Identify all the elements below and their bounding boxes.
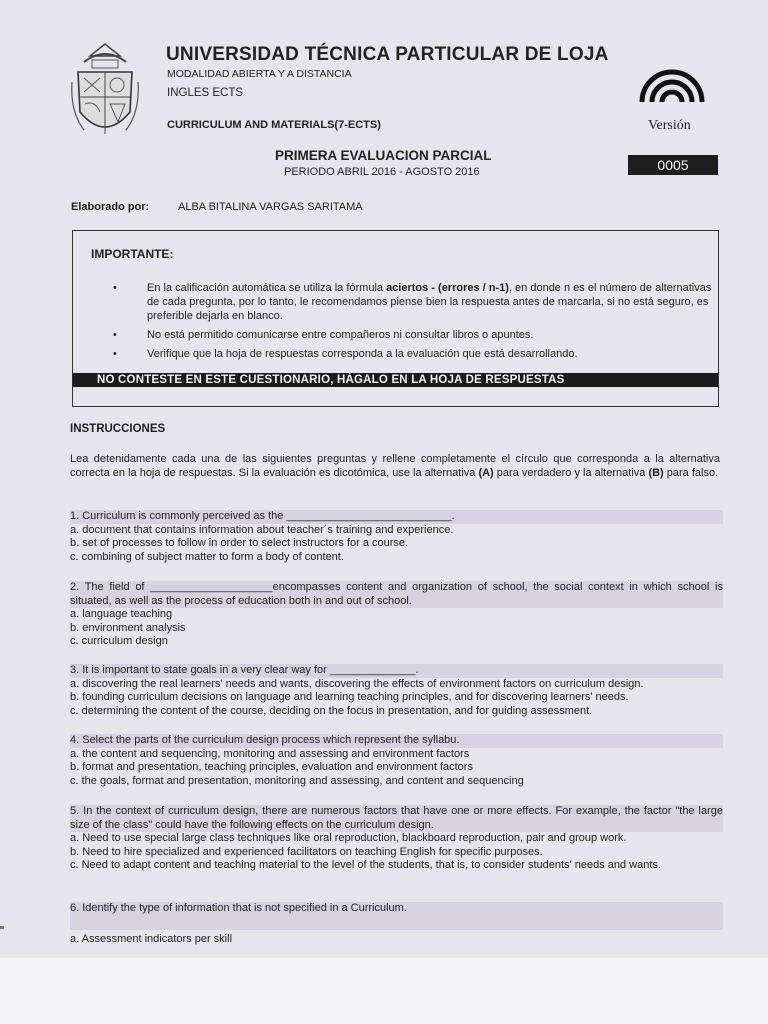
prepared-by-label: Elaborado por:: [71, 201, 150, 213]
question-3: [70, 664, 723, 718]
list-item: • En la calificación automática se utiliza la fórmula aciertos - (errores / n-1), en donde n es el número de alternativas de cada pregunta, por lo tanto, le recomendamos piense bien la respuesta antes de marcarla, si no está seguro, es preferible dejarla en blanco.: [113, 282, 712, 322]
bullet-icon: •: [113, 329, 117, 341]
option: c. the goals, format and presentation, monitoring and assessing, and content and sequencing: [70, 774, 524, 787]
option: b. format and presentation, teaching principles, evaluation and environment factors: [70, 761, 473, 773]
option: a. the content and sequencing, monitoring and assessing and environment factors: [70, 747, 470, 760]
list-item: • Verifique que la hoja de respuestas corresponda a la evaluación que está desarrollando.: [113, 348, 578, 360]
option: a. document that contains information about teacher´s training and experience.: [70, 523, 454, 536]
version-label: Versión: [648, 118, 691, 133]
instructions-heading: INSTRUCCIONES: [70, 423, 166, 435]
option: a. discovering the real learners' needs and wants, discovering the effects of environment factors on curriculum design.: [70, 677, 644, 690]
option: a. Need to use special large class techniques like oral reproduction, blackboard reproduction, pair and group work.: [70, 832, 627, 844]
option: b. environment analysis: [70, 621, 186, 634]
option: a. language teaching: [70, 608, 173, 620]
question-2: [70, 581, 723, 649]
option: c. combining of subject matter to form a body of content.: [70, 550, 344, 563]
question-stem: 1. Curriculum is commonly perceived as the ___________________________.: [70, 510, 723, 524]
question-stem: 3. It is important to state goals in a very clear way for ______________.: [70, 664, 723, 678]
question-5: [70, 805, 723, 873]
question-stem: 4. Select the parts of the curriculum design process which represent the syllabu.: [70, 734, 723, 748]
question-4: [70, 734, 723, 788]
program: INGLES ECTS: [167, 87, 244, 99]
question-stem: 2. The field of ____________________encompasses content and organization of school, the social context in which school is situated, as well as the process of education both in and out of school.: [70, 581, 723, 607]
scan-margin: [0, 958, 768, 1024]
list-item: • No está permitido comunicarse entre compañeros ni consultar libros o apuntes.: [113, 329, 534, 341]
option: b. set of processes to follow in order to select instructors for a course.: [70, 537, 409, 549]
warning-banner: NO CONTESTE EN ESTE CUESTIONARIO, HÁGALO EN LA HOJA DE RESPUESTAS: [73, 373, 718, 387]
option: b. founding curriculum decisions on language and learning teaching principles, and for discovering learners' needs.: [70, 691, 629, 703]
question-6: [70, 902, 723, 946]
instructions-text: Lea detenidamente cada una de las siguientes preguntas y rellene completamente el círculo que corresponda a la alternativa correcta en la hoja de respuestas. Si la evaluación es dicotómica, use la alternativa (A) para verdadero y la alternativa (B) para falso.: [70, 453, 720, 479]
option: c. curriculum design: [70, 635, 168, 647]
question-1: [70, 510, 723, 564]
exam-title: PRIMERA EVALUACION PARCIAL: [275, 148, 492, 163]
scan-mark: [0, 926, 4, 929]
course-name: CURRICULUM AND MATERIALS(7-ECTS): [167, 119, 381, 131]
question-stem: 6. Identify the type of information that is not specified in a Curriculum.: [70, 902, 723, 930]
university-name: UNIVERSIDAD TÉCNICA PARTICULAR DE LOJA: [166, 44, 609, 65]
important-list: [113, 281, 713, 366]
option: b. Need to hire specialized and experienced facilitators on teaching English for specific purposes.: [70, 845, 543, 858]
option: c. Need to adapt content and teaching material to the level of the students, that is, to consider students' needs and wants.: [70, 859, 661, 871]
university-crest-icon: [70, 42, 140, 150]
bullet-icon: •: [113, 348, 117, 360]
bullet-icon: •: [113, 282, 117, 294]
option: a. Assessment indicators per skill: [70, 932, 233, 945]
important-title: IMPORTANTE:: [91, 247, 174, 261]
version-code: 0005: [628, 155, 718, 175]
option: c. determining the content of the course, deciding on the focus in presentation, and for guiding assessment.: [70, 704, 593, 717]
question-stem: 5. In the context of curriculum design, there are numerous factors that have one or more effects. For example, the factor "the large size of the class" could have the following effects on the curriculum design.: [70, 805, 723, 831]
prepared-by-name: ALBA BITALINA VARGAS SARITAMA: [178, 201, 363, 213]
modality: MODALIDAD ABIERTA Y A DISTANCIA: [167, 68, 352, 80]
important-box: [72, 230, 719, 407]
arches-logo-icon: [636, 44, 708, 106]
exam-period: PERIODO ABRIL 2016 - AGOSTO 2016: [284, 166, 480, 178]
